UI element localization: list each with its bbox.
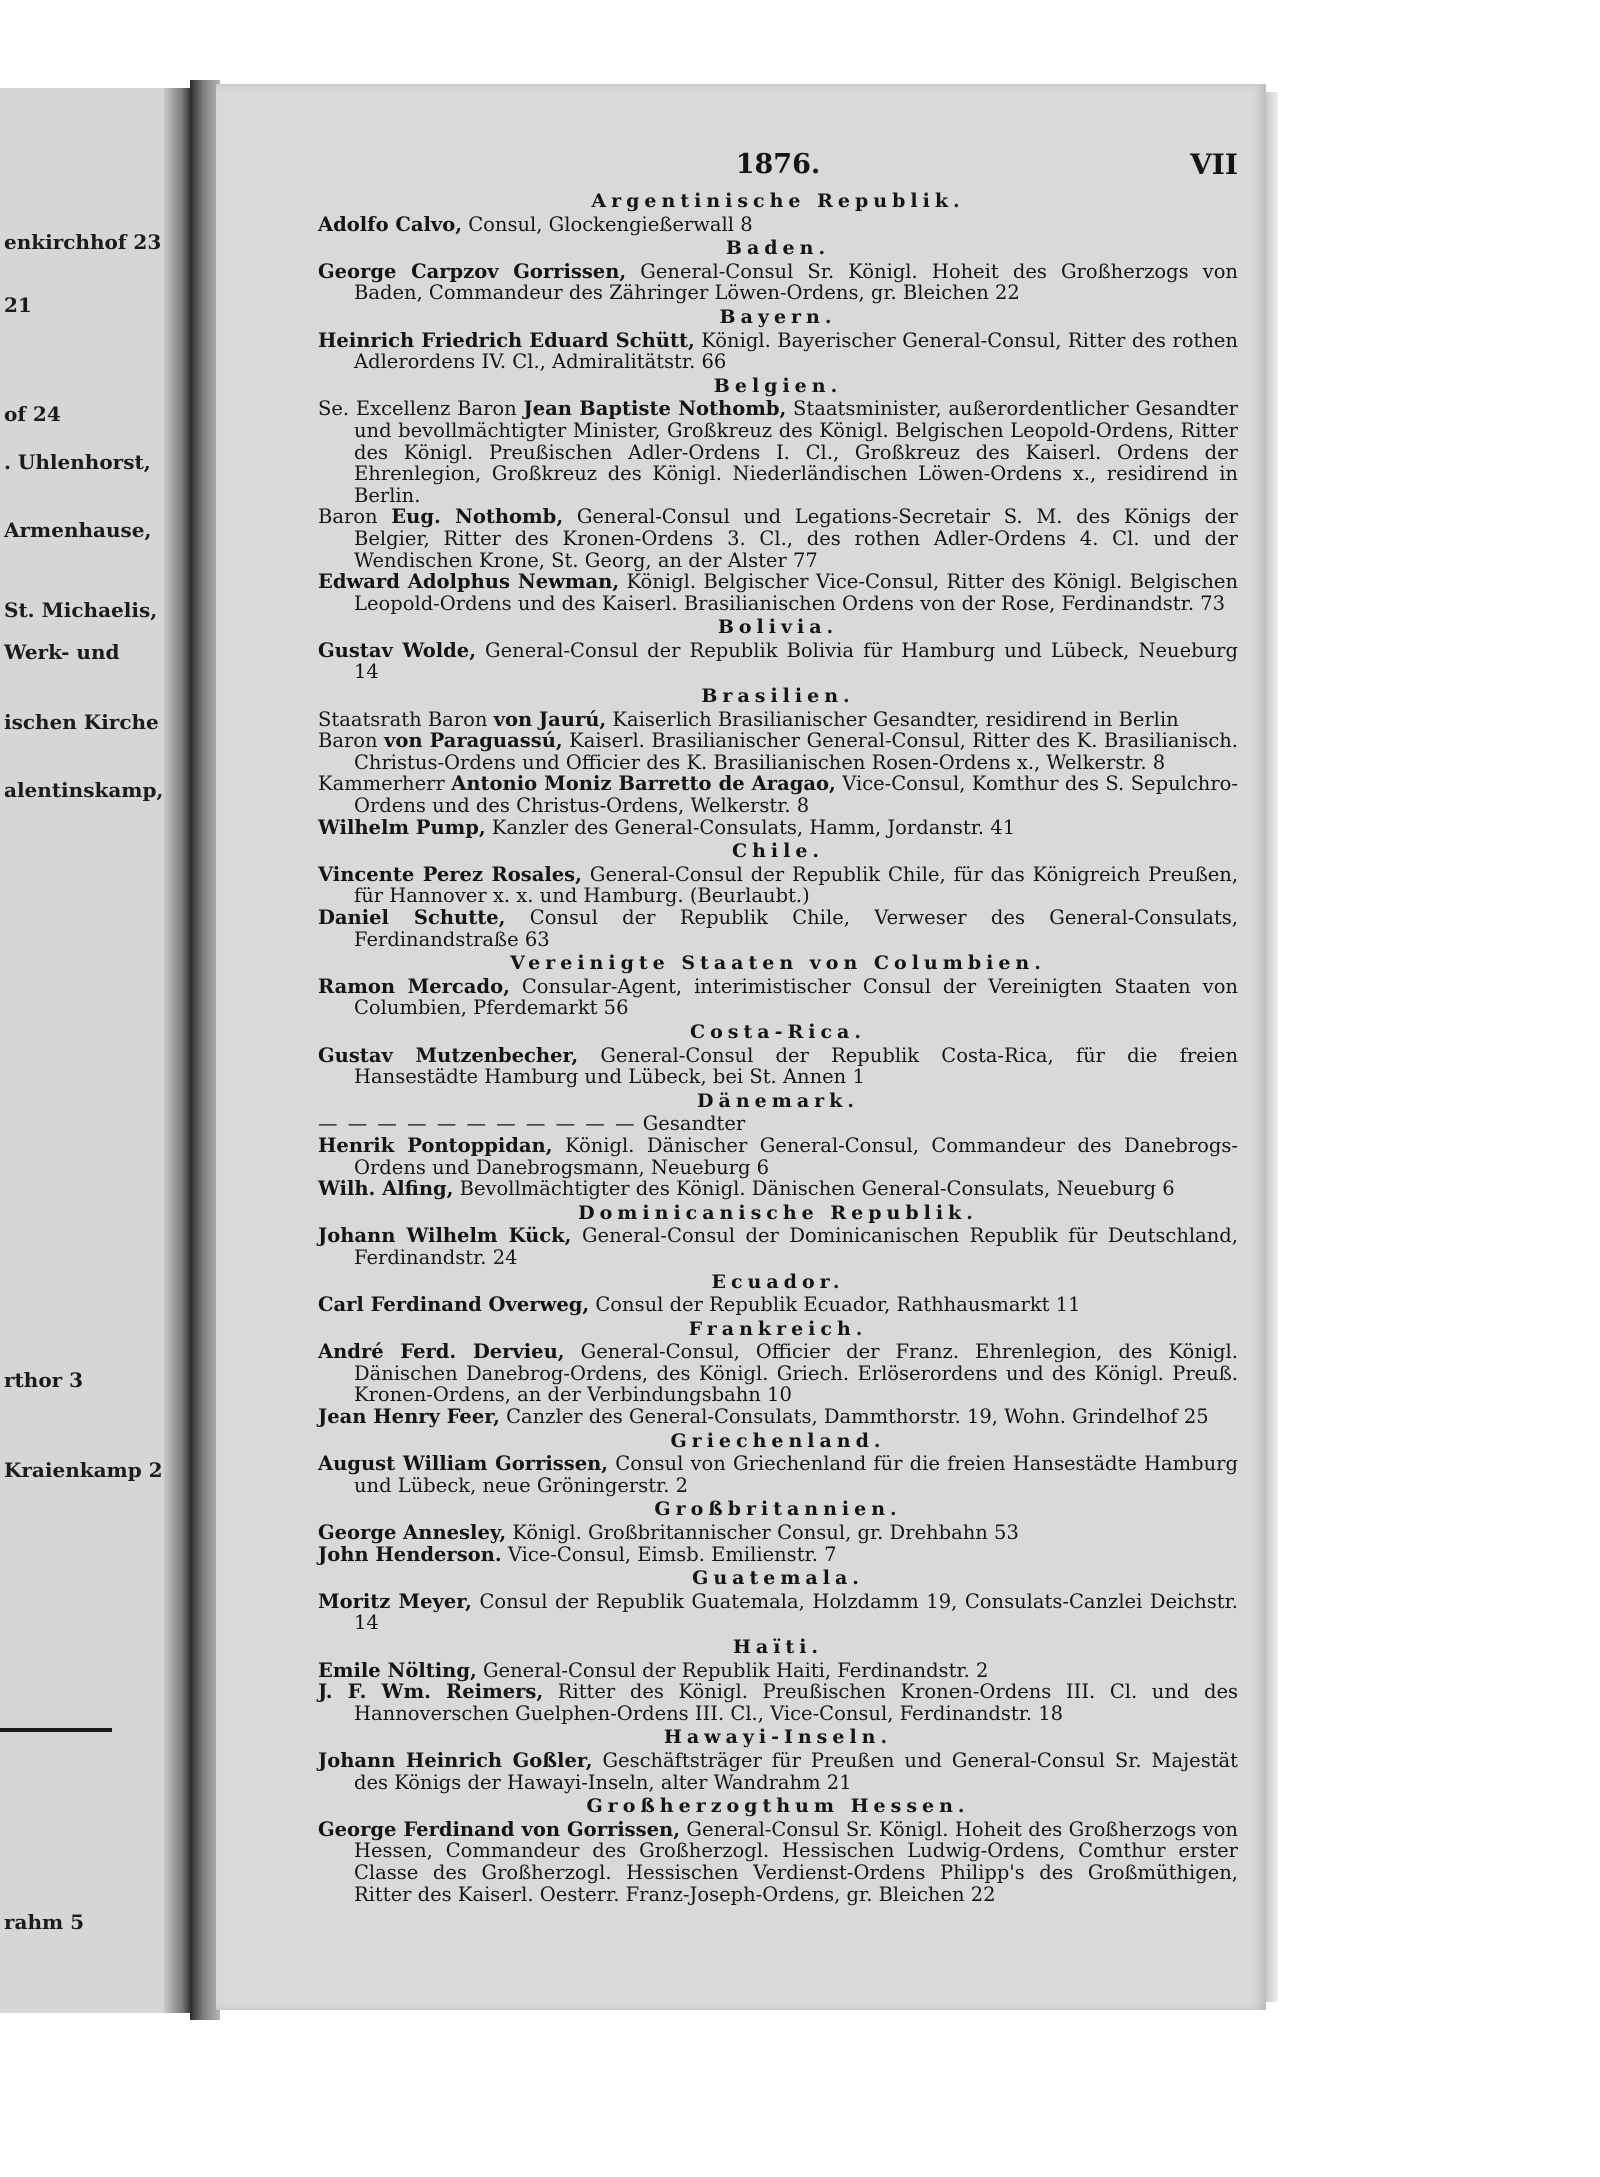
consul-entry [318,817,1238,839]
entry-text: Kaiserl. Brasilianischer General-Consul, Ritter des K. Brasilianisch. Christus-Ordens und Officier des K. Brasilianischen Rosen-Ordens x., Welkerstr. 8 [354,729,1238,774]
consul-entry [318,214,1238,236]
entry-text: Königl. Bayerischer General-Consul, Ritter des rothen Adlerordens IV. Cl., Admiralitätstr. 66 [354,328,1238,374]
consul-entry [318,773,1238,816]
consul-entry [318,709,1238,731]
left-fragment: rthor 3 [4,1368,84,1392]
consul-entry [318,1113,1238,1135]
year-heading: 1876. [735,149,821,180]
country-heading: Argentinische Republik. [591,190,965,212]
consul-name: August William Gorrissen, [318,1452,609,1476]
page-header [318,148,1238,188]
consul-name: Daniel Schutte, [318,906,506,929]
left-rule [0,1728,112,1732]
consul-entry [318,976,1238,1019]
entry-text: General-Consul Sr. Königl. Hoheit des Großherzogs von Baden, Commandeur des Zähringer Löwen-Ordens, gr. Bleichen 22 [354,259,1238,305]
entry-prefix: Kammerherr [318,772,445,796]
consul-name: von Jaurú, [493,707,607,731]
entry-text: Vice-Consul, Eimsb. Emilienstr. 7 [507,1542,837,1566]
entry-text: Königl. Belgischer Vice-Consul, Ritter des Königl. Belgischen Leopold-Ordens und des Kaiserl. Brasilianischen Ordens von der Rose, Ferdinandstr. 73 [354,570,1239,615]
country-heading: Haïti. [732,1636,824,1658]
consul-entry [318,506,1238,571]
consul-name: Gustav Mutzenbecher, [318,1043,579,1067]
country-heading: Chile. [731,840,825,863]
consul-entry [318,261,1238,304]
consul-entry [318,1522,1238,1544]
entry-text: Geschäftsträger für Preußen und General-Consul Sr. Majestät des Königs der Hawayi-Inseln, alter Wandrahm 21 [354,1748,1239,1794]
left-fragment: Kraienkamp 2 [4,1458,163,1482]
consul-entry [318,1178,1238,1200]
right-page [216,84,1266,2010]
consul-entry [318,640,1238,683]
country-heading: Ecuador. [711,1270,845,1293]
left-fragment: alentinskamp, [4,778,164,802]
country-heading: Großherzogthum Hessen. [586,1795,970,1818]
consul-entry [318,1660,1238,1682]
left-fragment: of 24 [4,402,61,426]
country-heading: Dänemark. [697,1089,859,1112]
consul-name: Emile Nölting, [318,1658,477,1682]
consul-directory [318,191,1238,1905]
consul-name: Moritz Meyer, [318,1589,472,1613]
entry-text: Consul der Republik Chile, Verweser des General-Consulats, Ferdinandstraße 63 [354,906,1238,951]
consul-entry [318,398,1238,506]
country-heading: Costa-Rica. [690,1020,866,1043]
left-fragment: 21 [4,293,32,317]
country-heading: Hawayi-Inseln. [663,1726,893,1749]
consul-entry [318,1819,1238,1905]
consul-name: Heinrich Friedrich Eduard Schütt, [318,328,695,352]
consul-entry [318,1591,1238,1634]
consul-name: Edward Adolphus Newman, [318,570,620,594]
entry-text: General-Consul der Republik Costa-Rica, für die freien Hansestädte Hamburg und Lübeck, bei St. Annen 1 [354,1043,1239,1089]
entry-prefix: Staatsrath Baron [318,707,488,731]
entry-text: General-Consul Sr. Königl. Hoheit des Großherzogs von Hessen, Commandeur des Großherzogl. Hessischen Ludwig-Ordens, Comthur erster Classe des Großherzogl. Hessischen Verdienst-Ordens Philipp's des Großmüthigen, Ritter des Kaiserl. Oesterr. Franz-Joseph-Ordens, gr. Bleichen 22 [354,1817,1238,1906]
country-heading: Belgien. [713,374,843,397]
vacant-dash: — — — — — — — — — — — [318,1112,637,1136]
entry-text: General-Consul der Republik Chile, für das Königreich Preußen, für Hannover x. x. und Hamburg. (Beurlaubt.) [354,862,1239,908]
left-fragment: ischen Kirche [4,710,159,734]
page-number: VII [1190,148,1238,181]
country-heading: Griechenland. [670,1429,886,1452]
consul-entry [318,330,1238,373]
left-fragment: Werk- und [4,640,120,664]
entry-text: General-Consul der Republik Bolivia für Hamburg und Lübeck, Neueburg 14 [354,638,1238,684]
consul-name: Johann Wilhelm Kück, [318,1224,572,1248]
entry-prefix: Baron [318,505,378,529]
country-heading: Guatemala. [692,1567,864,1590]
entry-text: Kaiserlich Brasilianischer Gesandter, residirend in Berlin [612,707,1179,731]
entry-prefix: Baron [318,729,378,753]
entry-text: General-Consul der Dominicanischen Republik für Deutschland, Ferdinandstr. 24 [354,1224,1238,1269]
entry-text: Consul, Glockengießerwall 8 [468,212,753,236]
entry-text: Consul von Griechenland für die freien Hansestädte Hamburg und Lübeck, neue Gröningerstr. 2 [354,1452,1238,1497]
country-heading: Frankreich. [688,1317,868,1340]
country-heading: Bayern. [719,305,837,328]
consul-name: George Ferdinand von Gorrissen, [318,1817,680,1841]
country-heading: Dominicanische Republik. [578,1201,978,1224]
spine-shadow [164,88,190,2013]
consul-name: Wilh. Alfing, [318,1177,454,1201]
left-fragment: rahm 5 [4,1910,85,1934]
entry-text: Kanzler des General-Consulats, Hamm, Jordanstr. 41 [491,815,1016,839]
entry-text: Gesandter [642,1112,746,1136]
left-page [0,88,190,2013]
entry-text: Vice-Consul, Komthur des S. Sepulchro-Ordens und des Christus-Ordens, Welkerstr. 8 [354,772,1239,818]
consul-entry [318,1453,1238,1496]
entry-text: Consul der Republik Guatemala, Holzdamm 19, Consulats-Canzlei Deichstr. 14 [354,1589,1238,1635]
consul-entry [318,864,1238,907]
entry-text: Bevollmächtigter des Königl. Dänischen General-Consulats, Neueburg 6 [459,1177,1175,1201]
consul-name: Ramon Mercado, [318,974,510,998]
consul-entry [318,1341,1238,1406]
consul-name: Carl Ferdinand Overweg, [318,1293,590,1317]
consul-name: Adolfo Calvo, [318,212,463,236]
country-heading: Großbritannien. [654,1498,902,1521]
page-edge [1266,92,1278,2002]
consul-entry [318,907,1238,950]
country-heading: Brasilien. [701,685,855,708]
consul-entry [318,1681,1238,1724]
entry-text: Königl. Dänischer General-Consul, Commandeur des Danebrogs-Ordens und Danebrogsmann, Neueburg 6 [354,1133,1238,1179]
entry-text: Ritter des Königl. Preußischen Kronen-Ordens III. Cl. und des Hannoverschen Guelphen-Ordens III. Cl., Vice-Consul, Ferdinandstr. 18 [354,1680,1239,1725]
left-fragment: . Uhlenhorst, [4,450,151,474]
consul-entry [318,730,1238,773]
consul-name: Johann Heinrich Goßler, [318,1748,593,1772]
consul-name: Jean Baptiste Nothomb, [523,397,787,421]
consul-name: von Paraguassú, [384,729,563,753]
consul-name: Eug. Nothomb, [391,505,564,529]
entry-text: Königl. Großbritannischer Consul, gr. Drehbahn 53 [512,1521,1019,1545]
entry-prefix: Se. Excellenz Baron [318,397,517,421]
entry-text: Canzler des General-Consulats, Dammthorstr. 19, Wohn. Grindelhof 25 [506,1405,1209,1429]
consul-name: Wilhelm Pump, [318,815,486,839]
left-fragment: Armenhause, [4,518,152,542]
consul-entry [318,571,1238,614]
text-block [318,148,1239,1906]
country-heading: Vereinigte Staaten von Columbien. [510,952,1046,975]
consul-name: Henrik Pontoppidan, [318,1133,553,1157]
left-fragment: St. Michaelis, [4,598,158,622]
consul-name: Jean Henry Feer, [318,1405,500,1429]
entry-text: General-Consul der Republik Haiti, Ferdinandstr. 2 [482,1658,989,1682]
consul-entry [318,1225,1238,1268]
consul-name: George Carpzov Gorrissen, [318,259,627,283]
entry-text: Staatsminister, außerordentlicher Gesandter und bevollmächtigter Minister, Großkreuz des Königl. Belgischen Leopold-Ordens, Ritter des Königl. Preußischen Adler-Ordens I. Cl., Großkreuz des Kaiserl. Ordens der Ehrenlegion, Großkreuz des Königl. Niederländischen Löwen-Ordens x., residirend in Berlin. [354,397,1238,507]
consul-name: John Henderson. [318,1542,502,1566]
consul-entry [318,1294,1238,1316]
consul-name: André Ferd. Dervieu, [318,1340,565,1364]
consul-entry [318,1406,1238,1428]
consul-entry [318,1750,1238,1793]
consul-name: J. F. Wm. Reimers, [318,1680,544,1704]
consul-name: Gustav Wolde, [318,638,476,662]
consul-entry [318,1544,1238,1566]
country-heading: Baden. [725,237,831,260]
entry-text: Consul der Republik Ecuador, Rathhausmarkt 11 [595,1293,1081,1317]
country-heading: Bolivia. [717,616,839,639]
entry-text: General-Consul, Officier der Franz. Ehrenlegion, des Königl. Dänischen Danebrog-Ordens, des Königl. Griech. Erlöserordens und des Königl. Preuß. Kronen-Ordens, an der Verbindungsbahn 10 [354,1340,1238,1407]
consul-entry [318,1135,1238,1178]
left-fragment: enkirchhof 23 [4,230,162,254]
consul-entry [318,1045,1238,1088]
consul-name: George Annesley, [318,1521,507,1545]
entry-text: General-Consul und Legations-Secretair S. M. des Königs der Belgier, Ritter des Kronen-Ordens 3. Cl., des rothen Adler-Ordens 4. Cl. und der Wendischen Krone, St. Georg, an der Alster 77 [354,505,1238,572]
consul-name: Vincente Perez Rosales, [318,862,582,886]
consul-name: Antonio Moniz Barretto de Aragao, [451,772,836,796]
entry-text: Consular-Agent, interimistischer Consul der Vereinigten Staaten von Columbien, Pferdemarkt 56 [354,974,1238,1020]
